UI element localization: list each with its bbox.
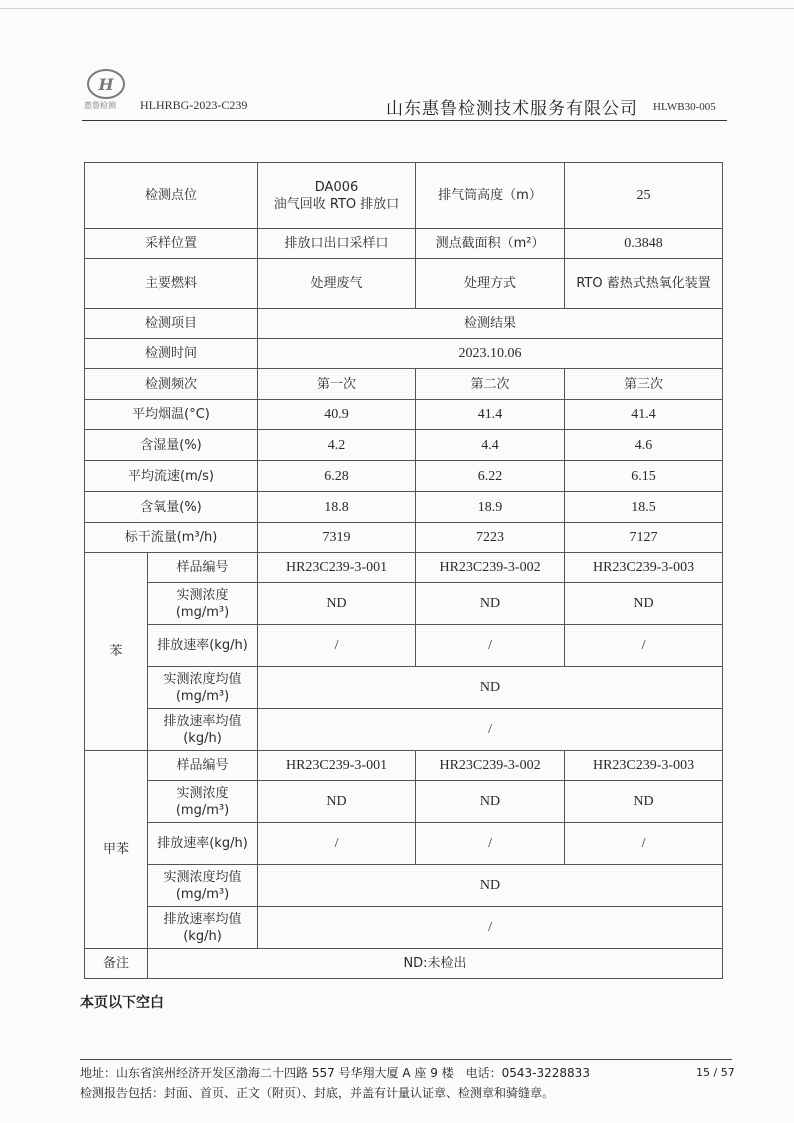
- cell-value: 18.8: [258, 492, 416, 523]
- table-row: [85, 751, 723, 781]
- results-table: [84, 162, 723, 979]
- cell-value: 排放口出口采样口: [258, 229, 416, 259]
- cell-label: 样品编号: [148, 751, 258, 781]
- table-row: [85, 781, 723, 823]
- table-row: [85, 430, 723, 461]
- cell-value: 18.5: [565, 492, 723, 523]
- page-number: 15 / 57: [696, 1066, 735, 1079]
- cell-label: 实测浓度均值(mg/m³): [148, 667, 258, 709]
- table-row: [85, 949, 723, 979]
- cell-value: ND: [258, 583, 416, 625]
- table-row: [85, 163, 723, 229]
- table-row: [85, 523, 723, 553]
- cell-value: 7127: [565, 523, 723, 553]
- cell-value: ND: [258, 781, 416, 823]
- table-row: [85, 309, 723, 339]
- cell-label: 排气筒高度（m）: [416, 163, 565, 229]
- cell-label: 检测频次: [85, 369, 258, 400]
- cell-value: 7319: [258, 523, 416, 553]
- form-code: HLWB30-005: [653, 101, 716, 113]
- cell-value: 6.15: [565, 461, 723, 492]
- cell-label: 测点截面积（m²）: [416, 229, 565, 259]
- logo-caption: 惠鲁检测: [84, 101, 116, 110]
- cell-label: 标干流量(m³/h): [85, 523, 258, 553]
- table-row: [85, 709, 723, 751]
- table-row: [85, 369, 723, 400]
- cell-value: /: [565, 823, 723, 865]
- cell-value: RTO 蓄热式热氧化装置: [565, 259, 723, 309]
- cell-label: 检测点位: [85, 163, 258, 229]
- sample-id: HR23C239-3-002: [416, 751, 565, 781]
- cell-value: ND: [565, 781, 723, 823]
- compound-toluene: 甲苯: [85, 751, 148, 949]
- cell-label: 平均烟温(°C): [85, 400, 258, 430]
- cell-value: ND: [258, 865, 723, 907]
- cell-value: 25: [565, 163, 723, 229]
- table-row: [85, 259, 723, 309]
- cell-label: 排放速率均值(kg/h): [148, 907, 258, 949]
- cell-value: 0.3848: [565, 229, 723, 259]
- cell-value: 第二次: [416, 369, 565, 400]
- table-row: [85, 400, 723, 430]
- cell-value: /: [258, 625, 416, 667]
- cell-label: 检测项目: [85, 309, 258, 339]
- cell-label: 排放速率(kg/h): [148, 625, 258, 667]
- cell-value: 6.28: [258, 461, 416, 492]
- cell-value: 7223: [416, 523, 565, 553]
- table-row: [85, 229, 723, 259]
- cell-value: 2023.10.06: [258, 339, 723, 369]
- table-row: [85, 865, 723, 907]
- cell-label: 检测时间: [85, 339, 258, 369]
- cell-value: 检测结果: [258, 309, 723, 339]
- cell-label: 含氧量(%): [85, 492, 258, 523]
- footer-rule: [80, 1059, 732, 1060]
- cell-value: /: [258, 709, 723, 751]
- cell-label: 处理方式: [416, 259, 565, 309]
- cell-value: /: [416, 823, 565, 865]
- table-row: [85, 583, 723, 625]
- cell-label: 实测浓度均值(mg/m³): [148, 865, 258, 907]
- cell-label: 排放速率均值(kg/h): [148, 709, 258, 751]
- cell-value: ND: [416, 781, 565, 823]
- cell-value: 41.4: [416, 400, 565, 430]
- top-border-line: [0, 8, 794, 9]
- report-code: HLHRBG-2023-C239: [140, 98, 248, 112]
- table-row: [85, 492, 723, 523]
- table-row: [85, 907, 723, 949]
- cell-value: /: [258, 823, 416, 865]
- table-row: [85, 461, 723, 492]
- cell-label: 样品编号: [148, 553, 258, 583]
- cell-label: 平均流速(m/s): [85, 461, 258, 492]
- header-rule: [82, 120, 727, 121]
- table-row: [85, 553, 723, 583]
- svg-text:H: H: [98, 75, 114, 94]
- point-name: 油气回收 RTO 排放口: [273, 196, 400, 212]
- blank-below-note: 本页以下空白: [80, 995, 164, 1011]
- cell-label: 实测浓度(mg/m³): [148, 583, 258, 625]
- cell-label: 实测浓度(mg/m³): [148, 781, 258, 823]
- cell-label: 主要燃料: [85, 259, 258, 309]
- cell-label: 采样位置: [85, 229, 258, 259]
- sample-id: HR23C239-3-002: [416, 553, 565, 583]
- cell-value: 4.2: [258, 430, 416, 461]
- sample-id: HR23C239-3-003: [565, 751, 723, 781]
- table-row: [85, 625, 723, 667]
- cell-value: 第三次: [565, 369, 723, 400]
- cell-value: 40.9: [258, 400, 416, 430]
- cell-label: 备注: [85, 949, 148, 979]
- company-name: 山东惠鲁检测技术服务有限公司: [386, 99, 638, 119]
- cell-value: ND: [416, 583, 565, 625]
- cell-value: /: [416, 625, 565, 667]
- cell-label: 排放速率(kg/h): [148, 823, 258, 865]
- cell-value: 处理废气: [258, 259, 416, 309]
- compound-benzene: 苯: [85, 553, 148, 751]
- cell-value: 41.4: [565, 400, 723, 430]
- table-row: [85, 339, 723, 369]
- cell-point: [258, 163, 416, 229]
- table-row: [85, 823, 723, 865]
- footer-address: 地址：山东省滨州经济开发区渤海二十四路 557 号华翔大厦 A 座 9 楼 电话：0543-3228833: [80, 1066, 590, 1080]
- cell-value: ND: [565, 583, 723, 625]
- cell-value: 6.22: [416, 461, 565, 492]
- cell-value: 4.4: [416, 430, 565, 461]
- cell-value: /: [565, 625, 723, 667]
- cell-value: 第一次: [258, 369, 416, 400]
- cell-value: /: [258, 907, 723, 949]
- cell-value: ND: [258, 667, 723, 709]
- footer-contents-note: 检测报告包括：封面、首页、正文（附页）、封底，并盖有计量认证章、检测章和骑缝章。: [80, 1086, 555, 1100]
- sample-id: HR23C239-3-001: [258, 553, 416, 583]
- cell-value: 4.6: [565, 430, 723, 461]
- point-code: DA006: [314, 179, 359, 195]
- cell-value: 18.9: [416, 492, 565, 523]
- sample-id: HR23C239-3-001: [258, 751, 416, 781]
- table-row: [85, 667, 723, 709]
- sample-id: HR23C239-3-003: [565, 553, 723, 583]
- remark-value: ND:未检出: [148, 949, 723, 979]
- cell-label: 含湿量(%): [85, 430, 258, 461]
